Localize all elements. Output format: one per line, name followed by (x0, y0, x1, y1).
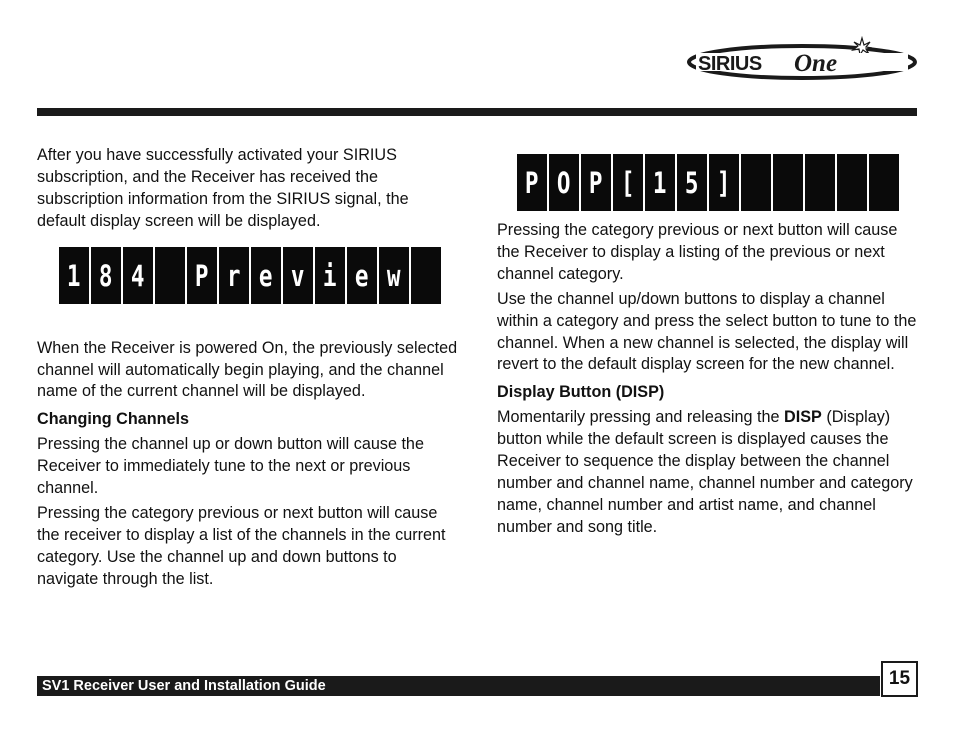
lcd-cell: v (283, 247, 313, 304)
default-display-screen (59, 247, 441, 304)
sirius-one-logo (686, 36, 918, 82)
lcd-cell: 8 (91, 247, 121, 304)
lcd-cell: 4 (123, 247, 153, 304)
disp-paragraph (497, 407, 921, 538)
lcd-cell: 1 (59, 247, 89, 304)
lcd-cell: O (549, 154, 579, 211)
lcd-cell: e (347, 247, 377, 304)
changing-channels-heading: Changing Channels (37, 410, 189, 429)
lcd-cell (869, 154, 899, 211)
disp-bold-label: DISP (784, 408, 822, 427)
header-rule (37, 108, 917, 116)
powered-on-paragraph: When the Receiver is powered On, the previously selected channel will automatically begin playing, and the channel name of the current channel will be displayed. (37, 338, 458, 401)
lcd-cell: P (187, 247, 217, 304)
lcd-cell: e (251, 247, 281, 304)
category-listing-paragraph: Pressing the category previous or next button will cause the Receiver to display a listing of the previous or next channel category. (497, 221, 898, 283)
lcd-cell: 5 (677, 154, 707, 211)
left-column (37, 145, 461, 594)
lcd-cell (773, 154, 803, 211)
lcd-cell: 1 (645, 154, 675, 211)
svg-text:SIRIUS: SIRIUS (698, 53, 762, 75)
lcd-cell (155, 247, 185, 304)
lcd-cell (805, 154, 835, 211)
right-column (497, 220, 921, 542)
disp-text-before: Momentarily pressing and releasing the (497, 408, 785, 427)
page-number: 15 (881, 661, 918, 697)
display-button-heading: Display Button (DISP) (497, 383, 665, 402)
lcd-cell (741, 154, 771, 211)
select-channel-paragraph: Use the channel up/down buttons to display a channel within a category and press the select button to tune to the channel. When a new channel is selected, the display will revert to the default display screen for the new channel. (497, 289, 917, 374)
lcd-cell: [ (613, 154, 643, 211)
lcd-cell (411, 247, 441, 304)
category-display-screen (517, 154, 899, 211)
svg-text:One: One (794, 50, 838, 77)
lcd-cell: i (315, 247, 345, 304)
disp-text-after: (Display) button while the default screen is displayed causes the Receiver to sequence the display between the channel number and channel name, channel number and category name, channel number and artist name, and channel number and song title. (497, 408, 913, 536)
channel-up-down-paragraph: Pressing the channel up or down button will cause the Receiver to immediately tune to the next or previous channel. (37, 435, 424, 498)
lcd-cell (837, 154, 867, 211)
logo-graphic (686, 36, 918, 82)
intro-paragraph: After you have successfully activated your SIRIUS subscription, and the Receiver has received the subscription information from the SIRIUS signal, the default display screen will be displayed. (37, 146, 409, 230)
category-list-paragraph: Pressing the category previous or next button will cause the receiver to display a list of the channels in the current category. Use the channel up and down buttons to navigate through the list. (37, 503, 446, 588)
lcd-cell: w (379, 247, 409, 304)
lcd-cell: P (581, 154, 611, 211)
lcd-cell: ] (709, 154, 739, 211)
lcd-cell: P (517, 154, 547, 211)
lcd-cell: r (219, 247, 249, 304)
footer-bar (37, 676, 880, 696)
footer-title: SV1 Receiver User and Installation Guide (42, 678, 326, 694)
